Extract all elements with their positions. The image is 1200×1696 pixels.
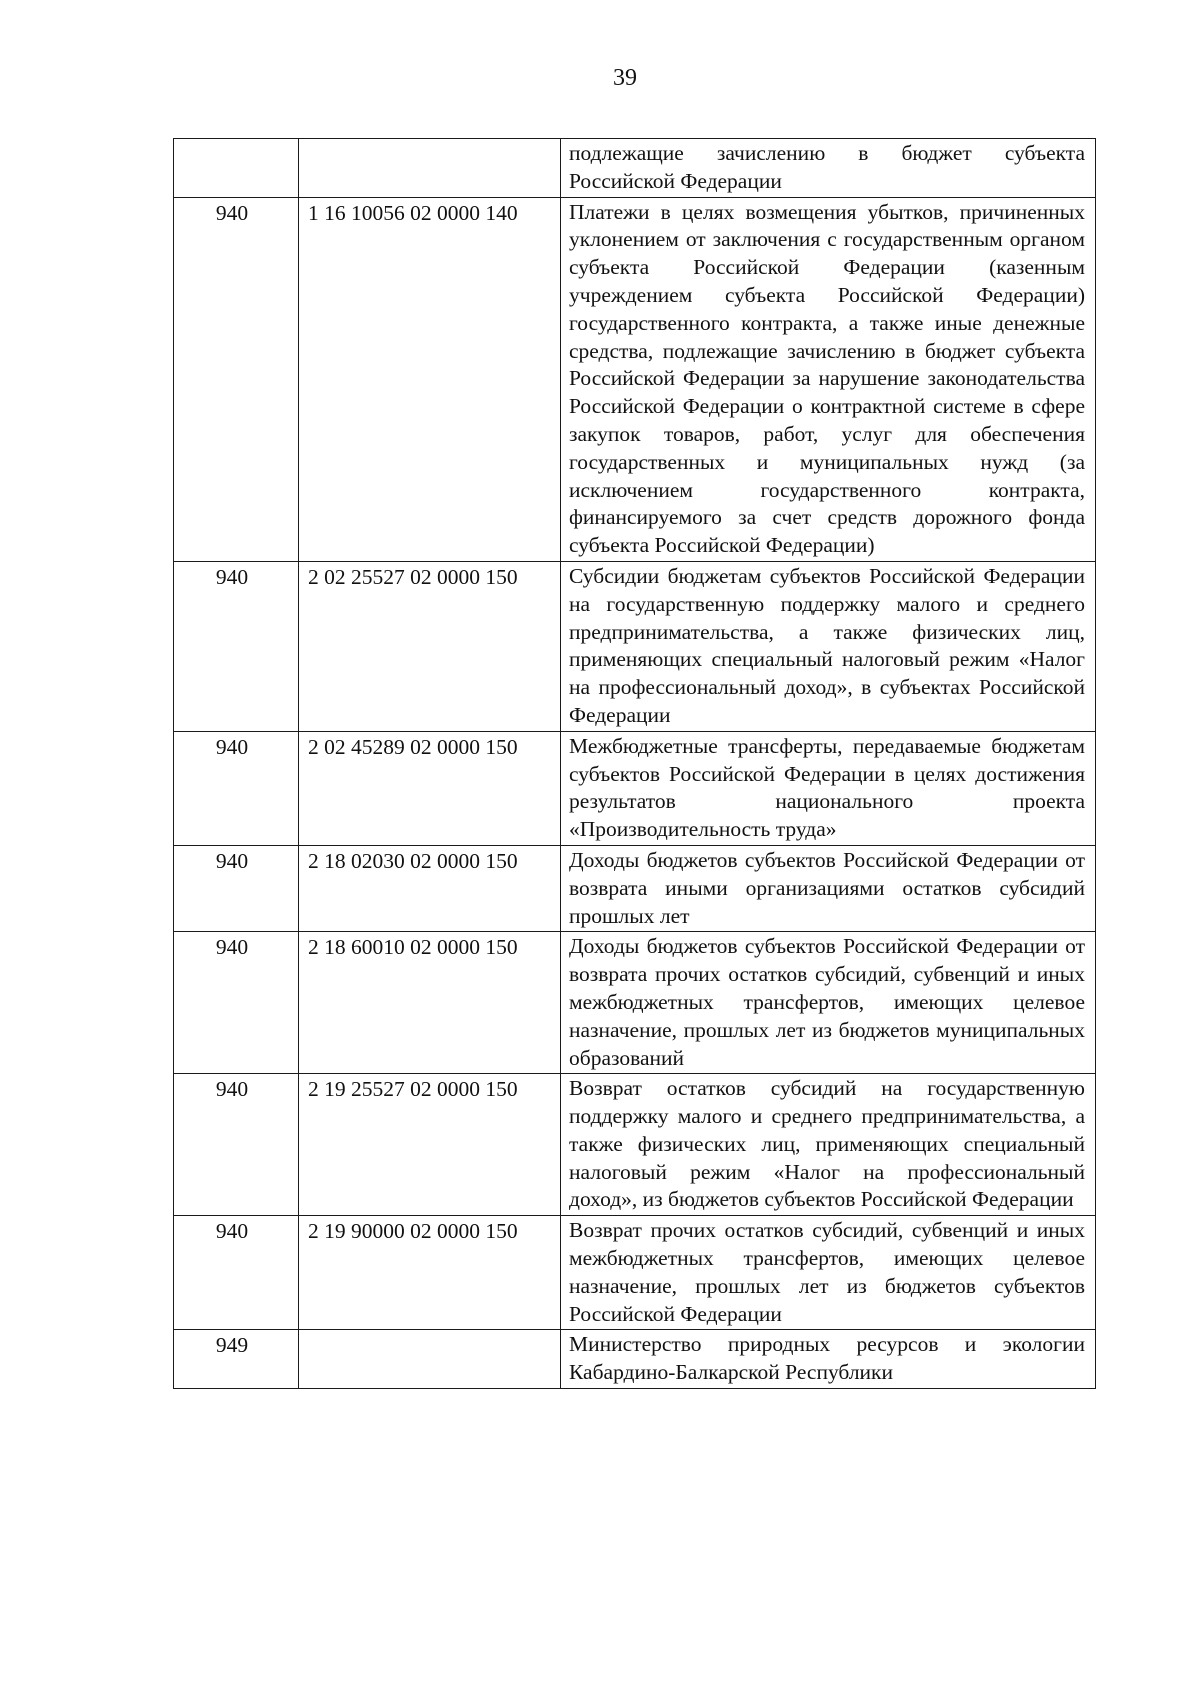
table-row [174,197,1096,561]
table-row [174,561,1096,731]
description-cell: подлежащие зачислению в бюджет субъекта Российской Федерации [561,139,1096,198]
table-row [174,1216,1096,1330]
revenue-code-cell: 2 18 02030 02 0000 150 [299,845,561,931]
revenue-code-cell [299,1330,561,1389]
admin-code-cell: 940 [174,197,299,561]
description-cell: Возврат прочих остатков субсидий, субвенций и иных межбюджетных трансфертов, имеющих целевое назначение, прошлых лет из бюджетов субъектов Российской Федерации [561,1216,1096,1330]
description-cell: Субсидии бюджетам субъектов Российской Федерации на государственную поддержку малого и среднего предпринимательства, а также физических лиц, применяющих специальный налоговый режим «Налог на профессиональный доход», в субъектах Российской Федерации [561,561,1096,731]
revenue-code-cell [299,139,561,198]
admin-code-cell: 940 [174,561,299,731]
description-cell: Платежи в целях возмещения убытков, причиненных уклонением от заключения с государственным органом субъекта Российской Федерации (казенным учреждением субъекта Российской Федерации) государственного контракта, а также иные денежные средства, подлежащие зачислению в бюджет субъекта Российской Федерации за нарушение законодательства Российской Федерации о контрактной системе в сфере закупок товаров, работ, услуг для обеспечения государственных и муниципальных нужд (за исключением государственного контракта, финансируемого за счет средств дорожного фонда субъекта Российской Федерации) [561,197,1096,561]
revenue-code-cell: 2 18 60010 02 0000 150 [299,932,561,1074]
admin-code-cell: 940 [174,932,299,1074]
page-number: 39 [613,65,637,91]
table-row [174,1330,1096,1389]
table-row [174,1074,1096,1216]
table-row [174,845,1096,931]
admin-code-cell: 940 [174,1216,299,1330]
description-cell: Министерство природных ресурсов и экологии Кабардино-Балкарской Республики [561,1330,1096,1389]
admin-code-cell: 940 [174,731,299,845]
revenue-code-cell: 1 16 10056 02 0000 140 [299,197,561,561]
admin-code-cell [174,139,299,198]
revenue-code-cell: 2 19 90000 02 0000 150 [299,1216,561,1330]
revenue-codes-table [173,138,1096,1389]
description-cell: Доходы бюджетов субъектов Российской Федерации от возврата прочих остатков субсидий, субвенций и иных межбюджетных трансфертов, имеющих целевое назначение, прошлых лет из бюджетов муниципальных образований [561,932,1096,1074]
revenue-code-cell: 2 02 25527 02 0000 150 [299,561,561,731]
admin-code-cell: 949 [174,1330,299,1389]
revenue-code-cell: 2 02 45289 02 0000 150 [299,731,561,845]
revenue-code-cell: 2 19 25527 02 0000 150 [299,1074,561,1216]
description-cell: Возврат остатков субсидий на государственную поддержку малого и среднего предпринимательства, а также физических лиц, применяющих специальный налоговый режим «Налог на профессиональный доход», из бюджетов субъектов Российской Федерации [561,1074,1096,1216]
table-row [174,139,1096,198]
description-cell: Доходы бюджетов субъектов Российской Федерации от возврата иными организациями остатков субсидий прошлых лет [561,845,1096,931]
table-body [174,139,1096,1389]
admin-code-cell: 940 [174,1074,299,1216]
description-cell: Межбюджетные трансферты, передаваемые бюджетам субъектов Российской Федерации в целях достижения результатов национального проекта «Производительность труда» [561,731,1096,845]
table-row [174,731,1096,845]
table-row [174,932,1096,1074]
admin-code-cell: 940 [174,845,299,931]
